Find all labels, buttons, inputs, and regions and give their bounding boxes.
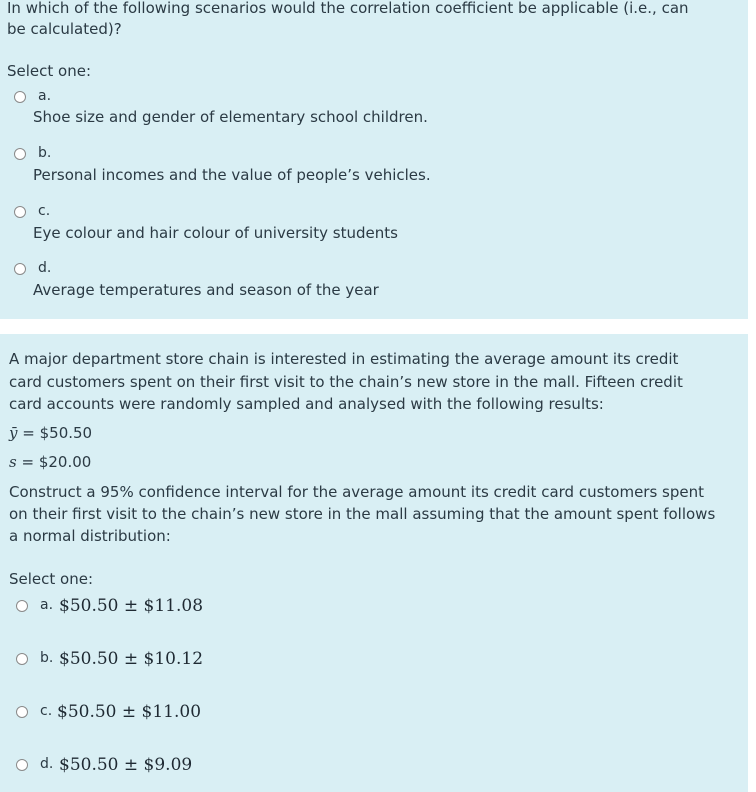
option-b-letter[interactable]: b. (38, 145, 52, 161)
option-b-text[interactable]: $50.50 ± $10.12 (59, 649, 204, 669)
option-d-radio[interactable] (14, 263, 26, 275)
option-d-radio[interactable] (16, 759, 28, 771)
std-dev-symbol: s (9, 453, 17, 471)
option-c-radio[interactable] (16, 706, 28, 718)
option-c-text[interactable]: Eye colour and hair colour of university students (33, 224, 398, 242)
option-b-letter[interactable]: b. (40, 650, 54, 666)
option-a-radio[interactable] (14, 91, 26, 103)
question-1-text-line2: be calculated)? (7, 20, 122, 38)
option-b-radio[interactable] (14, 148, 26, 160)
option-d-text[interactable]: Average temperatures and season of the year (33, 281, 379, 299)
option-a-radio[interactable] (16, 600, 28, 612)
option-c-text[interactable]: $50.50 ± $11.00 (57, 702, 202, 722)
question-1-text-line1: In which of the following scenarios would the correlation coefficient be applicable (i.e., can (7, 0, 689, 17)
option-d-letter[interactable]: d. (40, 756, 54, 772)
option-a-text[interactable]: $50.50 ± $11.08 (59, 596, 204, 616)
question-2-task-line3: a normal distribution: (9, 527, 171, 545)
select-one-label: Select one: (7, 62, 92, 80)
option-b-text[interactable]: Personal incomes and the value of people’s vehicles. (33, 166, 431, 184)
option-a-text[interactable]: Shoe size and gender of elementary school children. (33, 108, 428, 126)
sample-mean-symbol: ȳ (9, 424, 18, 442)
sample-mean-value: = $50.50 (22, 424, 93, 442)
select-one-label: Select one: (9, 570, 94, 588)
question-2-intro-line3: card accounts were randomly sampled and analysed with the following results: (9, 395, 604, 413)
option-c-letter[interactable]: c. (38, 203, 51, 219)
question-2-intro-line2: card customers spent on their first visit to the chain’s new store in the mall. Fifteen credit (9, 373, 683, 391)
question-2-task-line2: on their first visit to the chain’s new store in the mall assuming that the amount spent follows (9, 505, 716, 523)
std-dev-value: = $20.00 (21, 453, 92, 471)
question-2-panel (0, 334, 748, 792)
option-a-letter[interactable]: a. (40, 597, 54, 613)
sample-mean-line (9, 422, 92, 444)
question-2-task-line1: Construct a 95% confidence interval for the average amount its credit card customers spent (9, 483, 705, 501)
option-c-letter[interactable]: c. (40, 703, 53, 719)
question-2-intro-line1: A major department store chain is interested in estimating the average amount its credit (9, 350, 679, 368)
option-a-letter[interactable]: a. (38, 88, 52, 104)
std-dev-line (9, 451, 91, 473)
option-d-letter[interactable]: d. (38, 260, 52, 276)
question-1-panel (0, 0, 748, 319)
option-c-radio[interactable] (14, 206, 26, 218)
option-d-text[interactable]: $50.50 ± $9.09 (59, 755, 193, 775)
option-b-radio[interactable] (16, 653, 28, 665)
